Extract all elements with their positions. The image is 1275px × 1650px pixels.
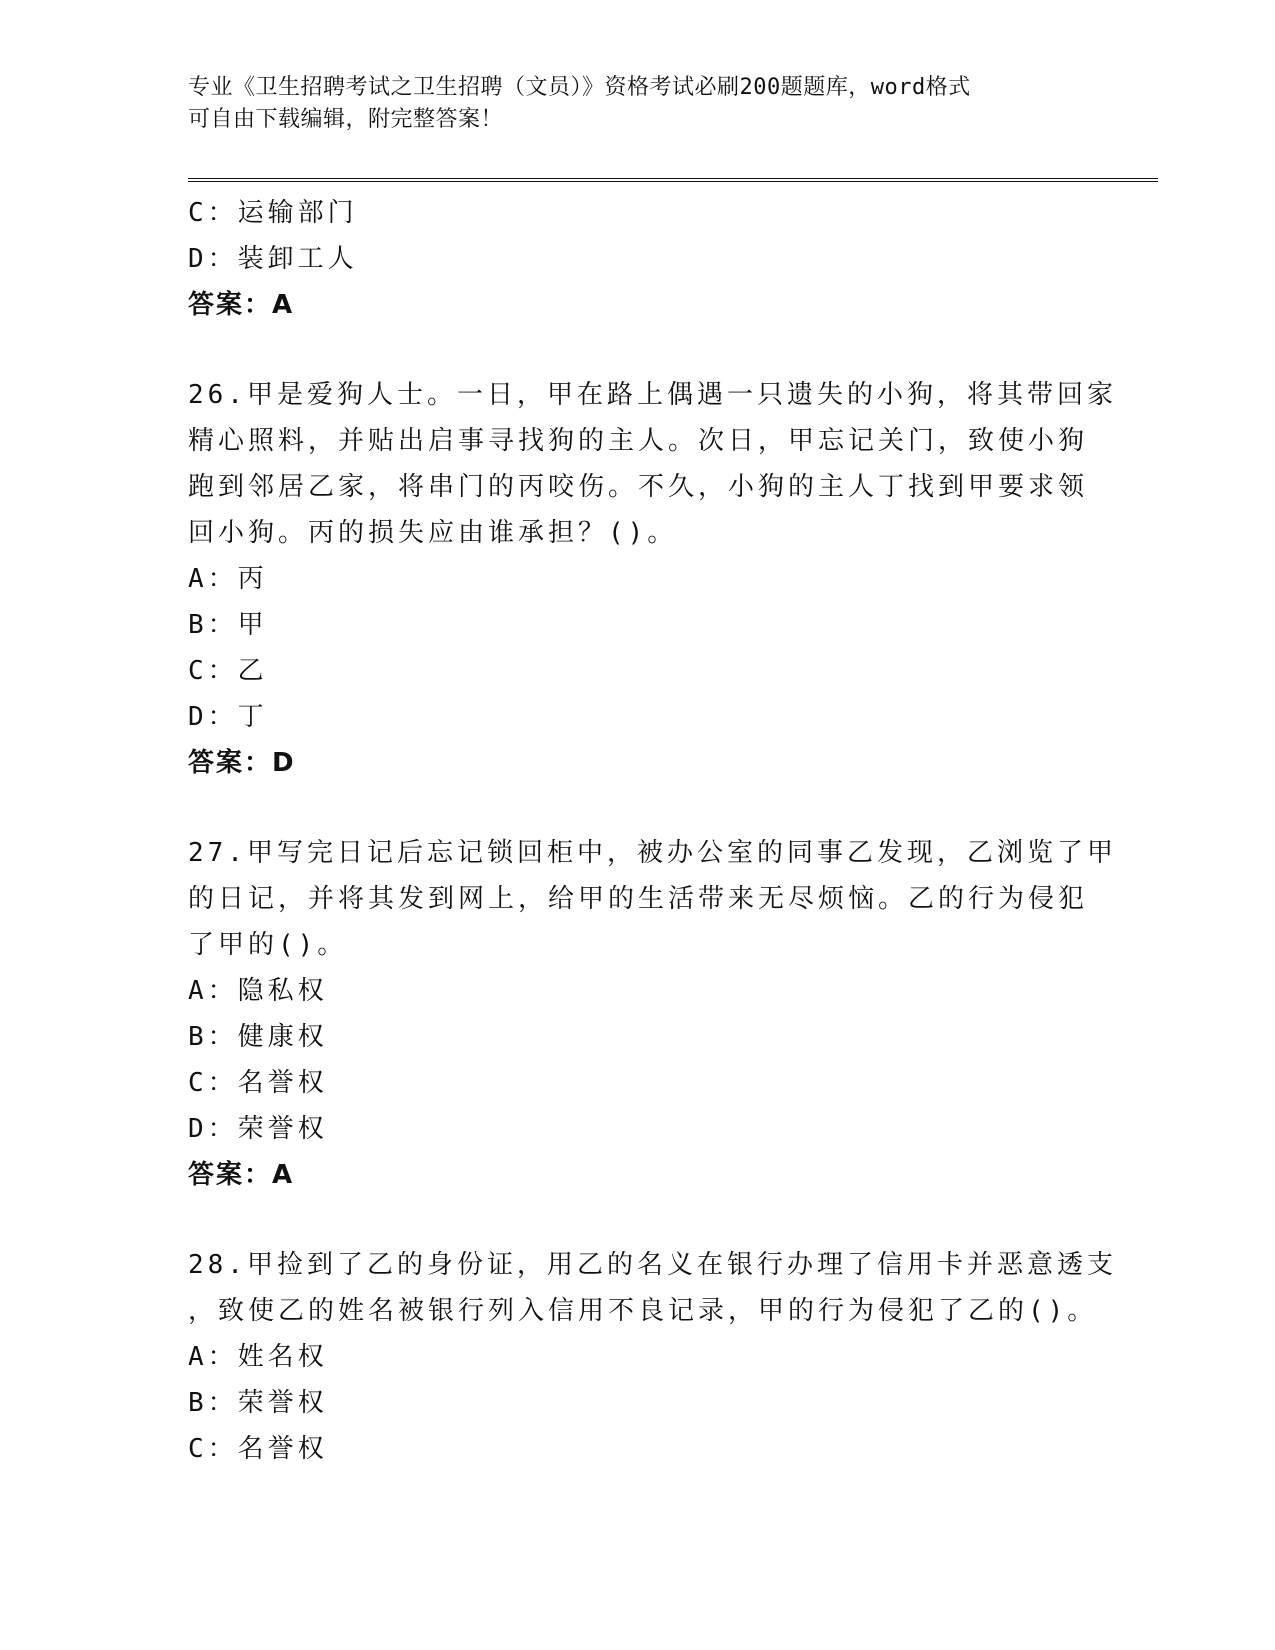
option-b: B：甲 (188, 610, 268, 640)
option-c: C：名誉权 (188, 1068, 328, 1098)
question-stem (188, 830, 1117, 968)
option-c: C：运输部门 (188, 198, 358, 228)
option-b: B：荣誉权 (188, 1388, 328, 1418)
option-a: A：姓名权 (188, 1342, 328, 1372)
stem-line: 了甲的()。 (188, 930, 348, 960)
stem-line: 27.甲写完日记后忘记锁回柜中，被办公室的同事乙发现，乙浏览了甲 (188, 838, 1117, 868)
stem-line: 跑到邻居乙家，将串门的丙咬伤。不久，小狗的主人丁找到甲要求领 (188, 472, 1089, 502)
stem-line: 28.甲捡到了乙的身份证，用乙的名义在银行办理了信用卡并恶意透支 (188, 1250, 1117, 1280)
option-c: C：乙 (188, 656, 268, 686)
question-stem (188, 1242, 1117, 1334)
header-line-2: 可自由下载编辑，附完整答案！ (188, 107, 504, 132)
answer-line: 答案：A (188, 1160, 295, 1190)
stem-line: ，致使乙的姓名被银行列入信用不良记录，甲的行为侵犯了乙的()。 (188, 1296, 1098, 1326)
option-a: A：隐私权 (188, 976, 328, 1006)
question-25-tail (188, 190, 1088, 328)
stem-line: 的日记，并将其发到网上，给甲的生活带来无尽烦恼。乙的行为侵犯 (188, 884, 1089, 914)
option-d: D：荣誉权 (188, 1114, 328, 1144)
option-c: C：名誉权 (188, 1434, 328, 1464)
question-27 (188, 830, 1117, 1198)
option-b: B：健康权 (188, 1022, 328, 1052)
stem-line: 回小狗。丙的损失应由谁承担？()。 (188, 518, 678, 548)
option-d: D：丁 (188, 702, 268, 732)
answer-line: 答案：D (188, 748, 296, 778)
header-divider (188, 178, 1158, 182)
document-header (188, 72, 1088, 136)
stem-line: 26.甲是爱狗人士。一日，甲在路上偶遇一只遗失的小狗，将其带回家 (188, 380, 1117, 410)
option-d: D：装卸工人 (188, 244, 358, 274)
question-list (188, 190, 1117, 1472)
question-stem (188, 372, 1117, 556)
header-line-1: 专业《卫生招聘考试之卫生招聘（文员）》资格考试必刷200题题库，word格式 (188, 75, 971, 100)
answer-line: 答案：A (188, 290, 295, 320)
question-28 (188, 1242, 1117, 1472)
question-26 (188, 372, 1117, 786)
stem-line: 精心照料，并贴出启事寻找狗的主人。次日，甲忘记关门，致使小狗 (188, 426, 1089, 456)
option-a: A：丙 (188, 564, 268, 594)
